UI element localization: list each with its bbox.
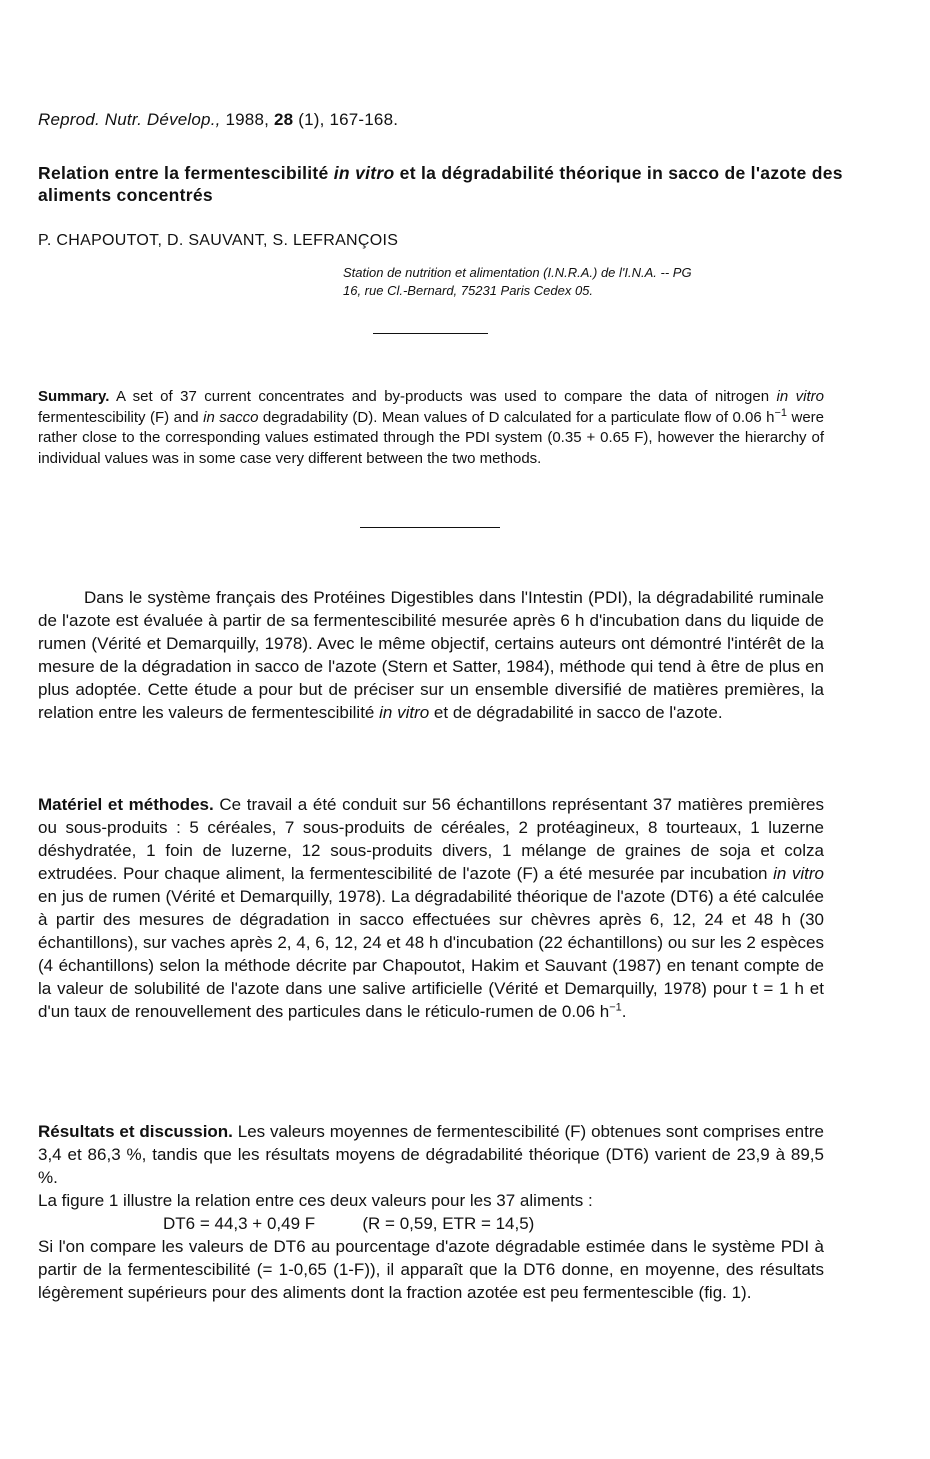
citation-journal: Reprod. Nutr. Dévelop.,: [38, 110, 221, 129]
affiliation: [343, 264, 843, 300]
separator-rule: [360, 527, 500, 528]
methods-text: Ce travail a été conduit sur 56 échantillons représentant 37 matières premières ou sous-produits : 5 céréales, 7 sous-produits de céréales, 2 protéagineux, 8 tourteaux, 1 luzerne déshydratée, 1 foin de luzerne, 12 sous-produits divers, 1 mélange de graines de soja et colza extrudées. Pour chaque aliment, la fermentescibilité de l'azote (F) a été mesurée par incubation: [38, 795, 825, 883]
title-italic: in vitro: [333, 163, 395, 183]
summary-italic: in vitro: [776, 388, 824, 405]
summary-text: A set of 37 current concentrates and by-products was used to compare the data of nitrogen: [109, 388, 777, 405]
methods-text: en jus de rumen (Vérité et Demarquilly, 1978). La dégradabilité théorique de l'azote (DT6) a été calculée à partir des mesures de dégradation in sacco effectuées sur chèvres après 6, 12, 24 et 48 h (30 échantillons), sur vaches après 2, 4, 6, 12, 24 et 48 h d'incubation (22 échantillons) ou sur les 2 espèces (4 échantillons) selon la méthode décrite par Chapoutot, Hakim et Sauvant (1987) en tenant compte de la valeur de solubilité de l'azote dans une salive artificielle (Vérité et Demarquilly, 1978) pour t = 1 h et d'un taux de renouvellement des particules dans le réticulo-rumen de 0.06 h: [38, 887, 824, 1021]
results-text: Si l'on compare les valeurs de DT6 au pourcentage d'azote dégradable estimée dans le système PDI à partir de la fermentescibilité (= 1-0,65 (1-F)), il apparaît que la DT6 donne, en moyenne, des résultats légèrement supérieurs pour des aliments dont la fraction azotée est peu fermentescible (fig. 1).: [38, 1237, 824, 1302]
affiliation-line-1: Station de nutrition et alimentation (I.N.R.A.) de l'I.N.A. -- PG: [343, 265, 692, 280]
summary-label: Summary.: [38, 388, 110, 405]
methods-text: .: [621, 1002, 627, 1021]
intro-italic: in vitro: [379, 703, 430, 722]
intro-text: Dans le système français des Protéines Digestibles dans l'Intestin (PDI), la dégradabilité ruminale de l'azote est évaluée à partir de sa fermentescibilité mesurée après 6 h d'incubation dans du liquide de rumen (Vérité et Demarquilly, 1978). Avec le même objectif, certains auteurs ont démontré l'intérêt de la mesure de la dégradation in sacco de l'azote (Stern et Satter, 1984), méthode qui tend à être de plus en plus adoptée. Cette étude a pour but de préciser sur un ensemble diversifié de matières premières, la relation entre les valeurs de fermentescibilité: [38, 588, 824, 722]
methods-italic: in vitro: [773, 864, 825, 883]
authors: P. CHAPOUTOT, D. SAUVANT, S. LEFRANÇOIS: [38, 232, 399, 249]
results-text: Les valeurs moyennes de fermentescibilité (F) obtenues sont comprises entre 3,4 et 86,3 %, tandis que les résultats moyens de dégradabilité théorique (DT6) varient de 23,9 à 89,5 %.: [38, 1122, 824, 1187]
summary-italic: in sacco: [203, 408, 259, 426]
methods-paragraph: [38, 793, 824, 1023]
regression-equation: DT6 = 44,3 + 0,49 F (R = 0,59, ETR = 14,5): [163, 1214, 535, 1233]
results-paragraph: [38, 1120, 824, 1304]
affiliation-line-2: 16, rue Cl.-Bernard, 75231 Paris Cedex 05.: [343, 283, 594, 298]
article-title: [38, 162, 858, 206]
summary-text: degradability (D). Mean values of D calculated for a particulate flow of 0.06 h: [258, 408, 775, 426]
summary-text: fermentescibility (F) and: [38, 408, 204, 426]
summary-text: were rather close to the corresponding values estimated through the PDI system (0.35 + 0.65 F), however the hierarchy of individual values was in some case very different between the two methods.: [38, 408, 825, 467]
methods-heading: Matériel et méthodes.: [38, 795, 214, 814]
results-heading: Résultats et discussion.: [38, 1122, 233, 1141]
title-part: et la dégradabilité théorique in sacco de l'azote des aliments concentrés: [38, 163, 843, 205]
citation-volume: 28: [273, 110, 294, 129]
citation: [38, 110, 398, 130]
methods-superscript: −1: [609, 1001, 622, 1014]
intro-text: et de dégradabilité in sacco de l'azote.: [429, 703, 723, 722]
separator-rule: [373, 333, 488, 334]
title-part: Relation entre la fermentescibilité: [38, 163, 334, 183]
results-text: La figure 1 illustre la relation entre ces deux valeurs pour les 37 aliments :: [38, 1191, 593, 1210]
citation-issue-pages: (1), 167-168.: [298, 110, 399, 129]
summary-superscript: −1: [774, 406, 788, 419]
citation-year: 1988,: [225, 110, 270, 129]
intro-paragraph: [38, 586, 824, 724]
summary-abstract: [38, 387, 824, 469]
